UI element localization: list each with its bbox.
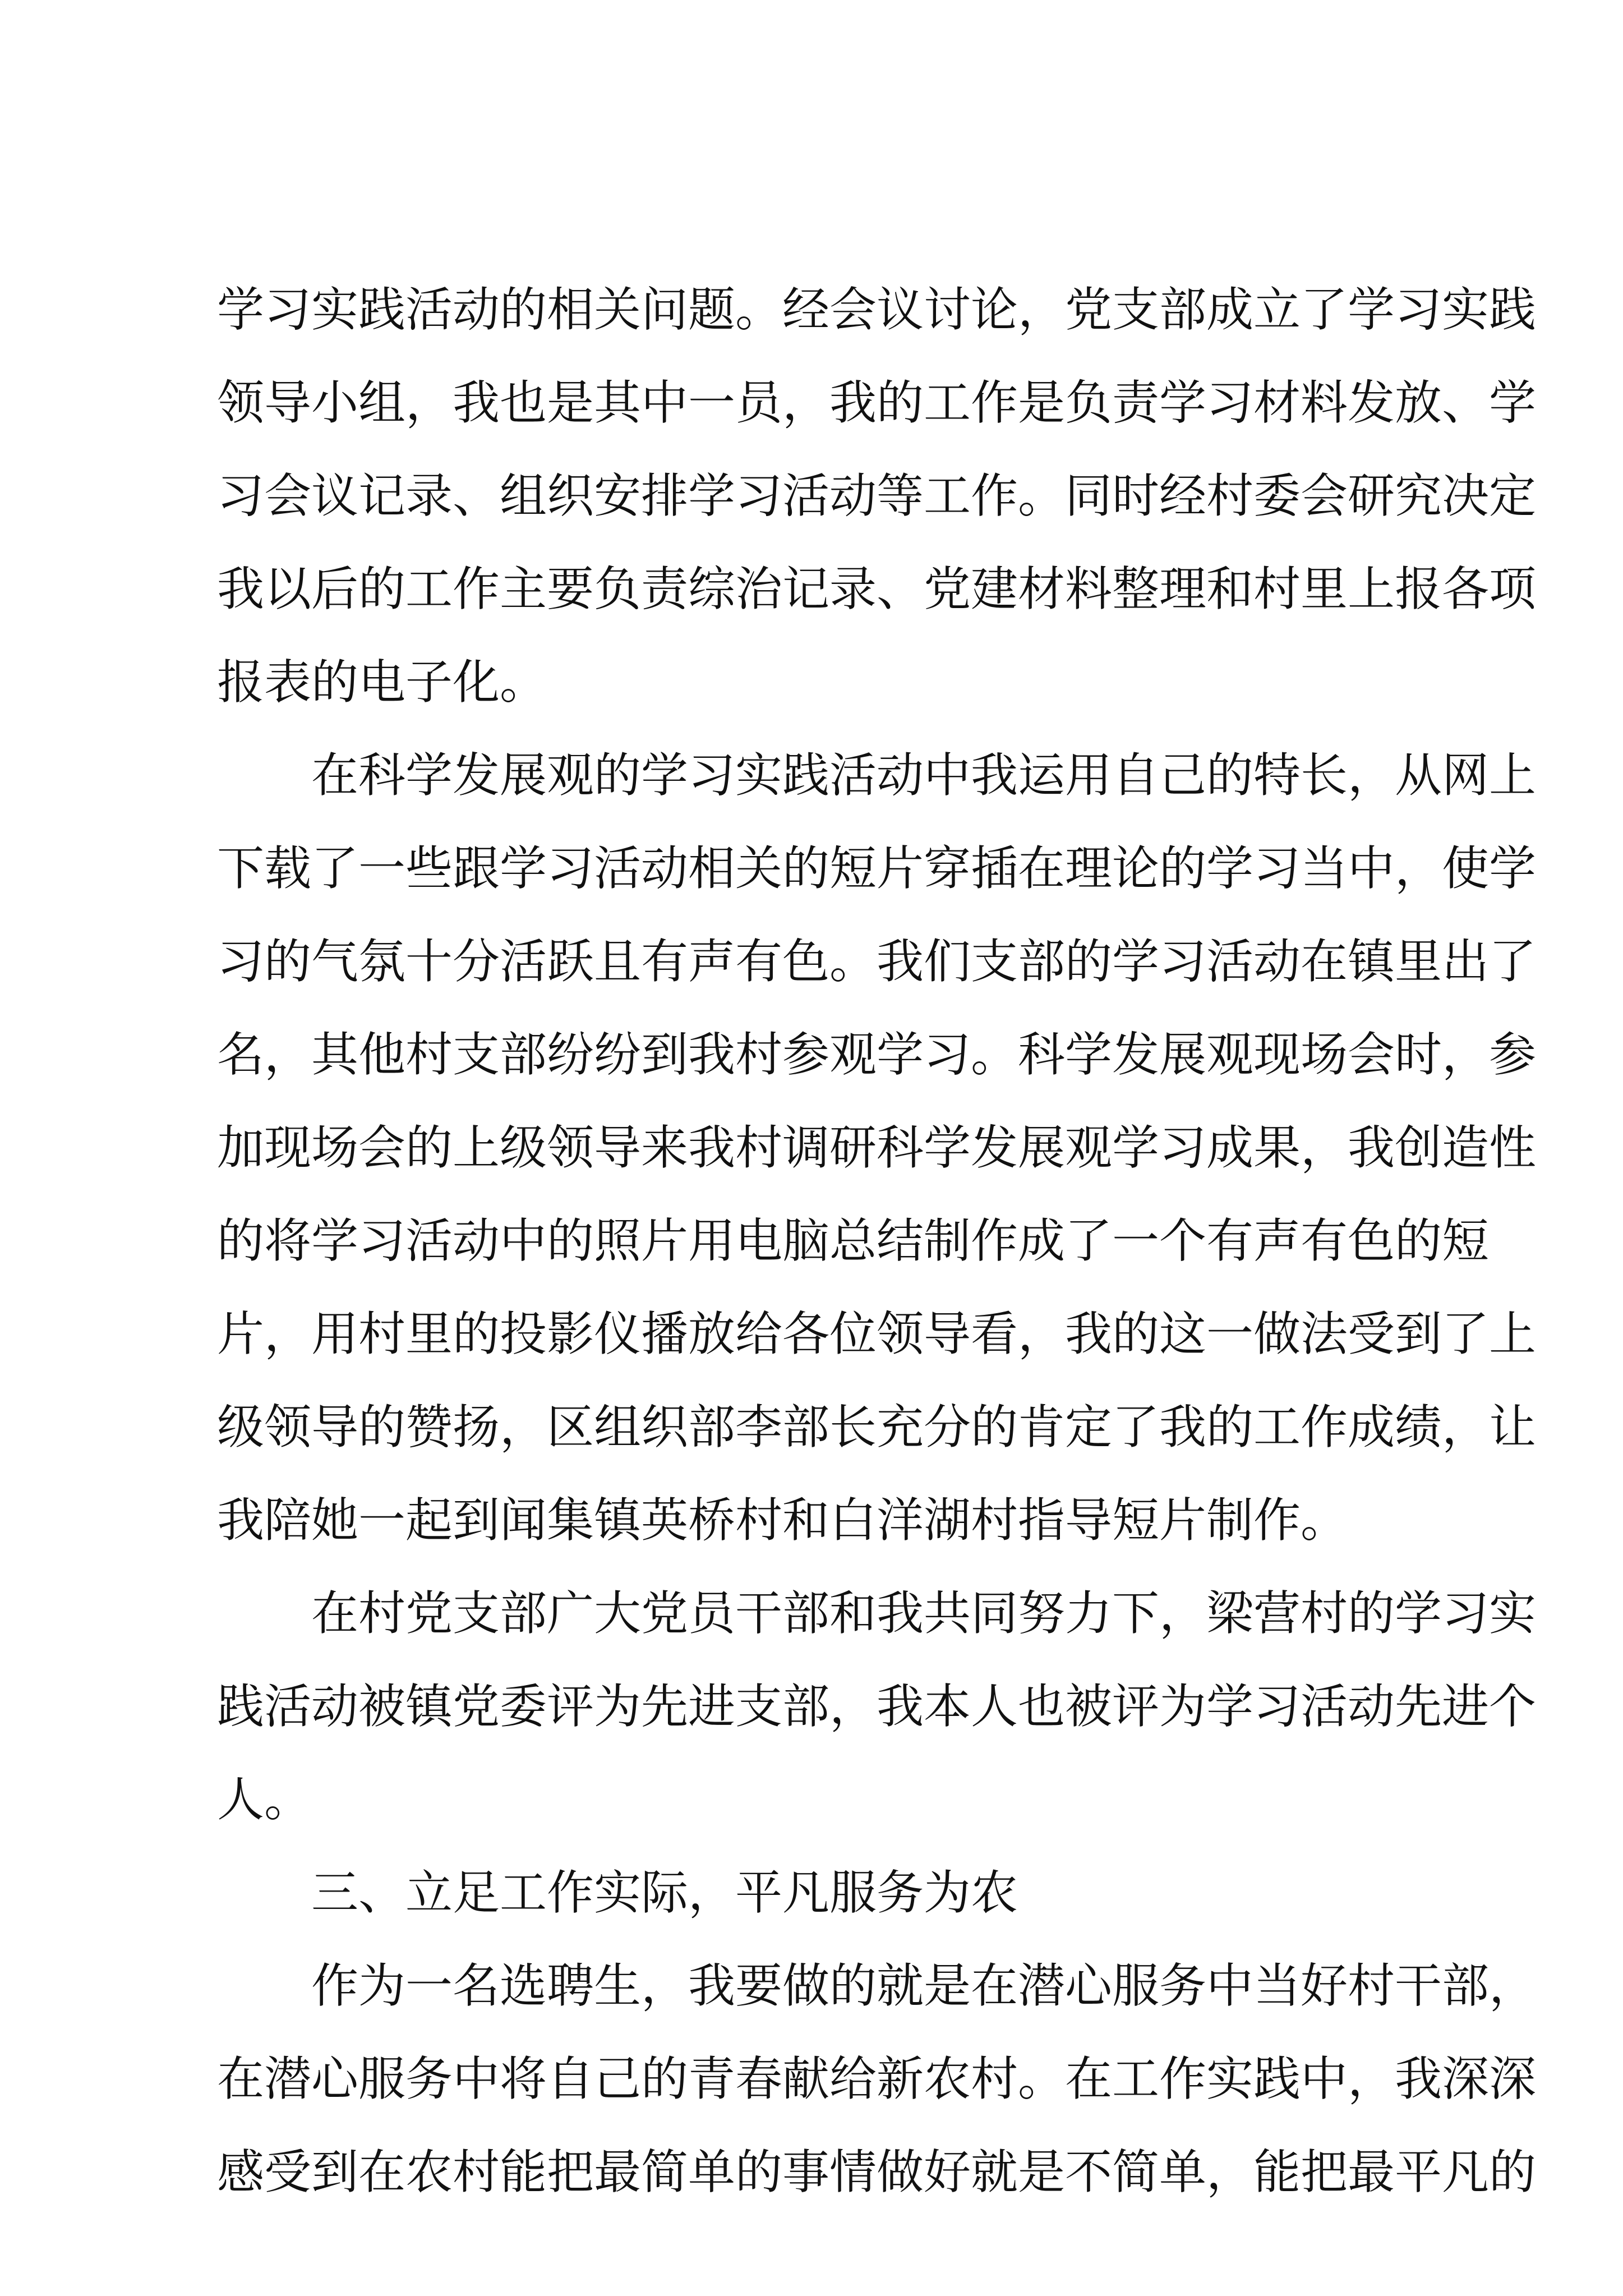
paragraph-2-line-2: 下载了一些跟学习活动相关的短片穿插在理论的学习当中，使学 xyxy=(217,841,1537,896)
paragraph-3-line-2: 践活动被镇党委评为先进支部，我本人也被评为学习活动先进个 xyxy=(217,1679,1537,1734)
paragraph-2-line-1: 在科学发展观的学习实践活动中我运用自己的特长，从网上 xyxy=(311,748,1537,803)
paragraph-1-line-3: 习会议记录、组织安排学习活动等工作。同时经村委会研究决定 xyxy=(217,468,1537,523)
paragraph-1-line-5: 报表的电子化。 xyxy=(217,655,547,710)
paragraph-1-line-1: 学习实践活动的相关问题。经会议讨论，党支部成立了学习实践 xyxy=(217,282,1537,337)
paragraph-2-line-5: 加现场会的上级领导来我村调研科学发展观学习成果，我创造性 xyxy=(217,1120,1537,1175)
paragraph-2-line-7: 片，用村里的投影仪播放给各位领导看，我的这一做法受到了上 xyxy=(217,1306,1537,1361)
paragraph-1-line-4: 我以后的工作主要负责综治记录、党建材料整理和村里上报各项 xyxy=(217,562,1537,616)
paragraph-2-line-3: 习的气氛十分活跃且有声有色。我们支部的学习活动在镇里出了 xyxy=(217,934,1537,989)
paragraph-5-line-1: 作为一名选聘生，我要做的就是在潜心服务中当好村干部， xyxy=(311,1958,1537,2013)
paragraph-5-line-2: 在潜心服务中将自己的青春献给新农村。在工作实践中，我深深 xyxy=(217,2051,1537,2106)
paragraph-2-line-8: 级领导的赞扬，区组织部李部长充分的肯定了我的工作成绩，让 xyxy=(217,1400,1537,1455)
paragraph-2-line-9: 我陪她一起到闻集镇英桥村和白洋湖村指导短片制作。 xyxy=(217,1493,1348,1548)
section-heading: 三、立足工作实际，平凡服务为农 xyxy=(311,1865,1018,1920)
paragraph-3-line-1: 在村党支部广大党员干部和我共同努力下，梁营村的学习实 xyxy=(311,1586,1537,1641)
paragraph-2-line-6: 的将学习活动中的照片用电脑总结制作成了一个有声有色的短 xyxy=(217,1213,1490,1268)
paragraph-1-line-2: 领导小组，我也是其中一员，我的工作是负责学习材料发放、学 xyxy=(217,375,1537,430)
paragraph-3-line-3: 人。 xyxy=(217,1772,312,1827)
paragraph-5-line-3: 感受到在农村能把最简单的事情做好就是不简单，能把最平凡的 xyxy=(217,2145,1537,2200)
paragraph-2-line-4: 名，其他村支部纷纷到我村参观学习。科学发展观现场会时，参 xyxy=(217,1027,1537,1082)
